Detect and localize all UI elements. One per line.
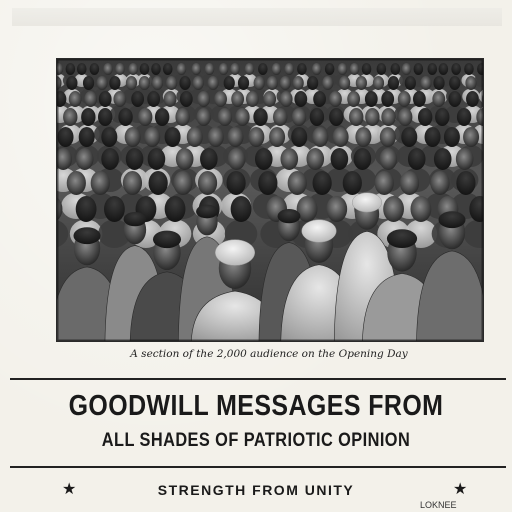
star-ornament-right: ★ bbox=[453, 481, 468, 498]
photo-caption: A section of the 2,000 audience on the Opening Day bbox=[130, 348, 408, 360]
top-margin-strip bbox=[12, 8, 502, 26]
clipped-column-text: LOKNEE bbox=[420, 500, 457, 510]
divider-rule-bottom bbox=[10, 466, 506, 468]
subheading: STRENGTH FROM UNITY bbox=[157, 482, 355, 498]
divider-rule-top bbox=[10, 378, 506, 380]
headline-line-2: ALL SHADES OF PATRIOTIC OPINION bbox=[101, 430, 411, 451]
headline-line-1: GOODWILL MESSAGES FROM bbox=[68, 390, 444, 422]
audience-photo-graphic bbox=[57, 59, 483, 341]
star-ornament-left: ★ bbox=[62, 481, 77, 498]
audience-photo bbox=[56, 58, 484, 342]
